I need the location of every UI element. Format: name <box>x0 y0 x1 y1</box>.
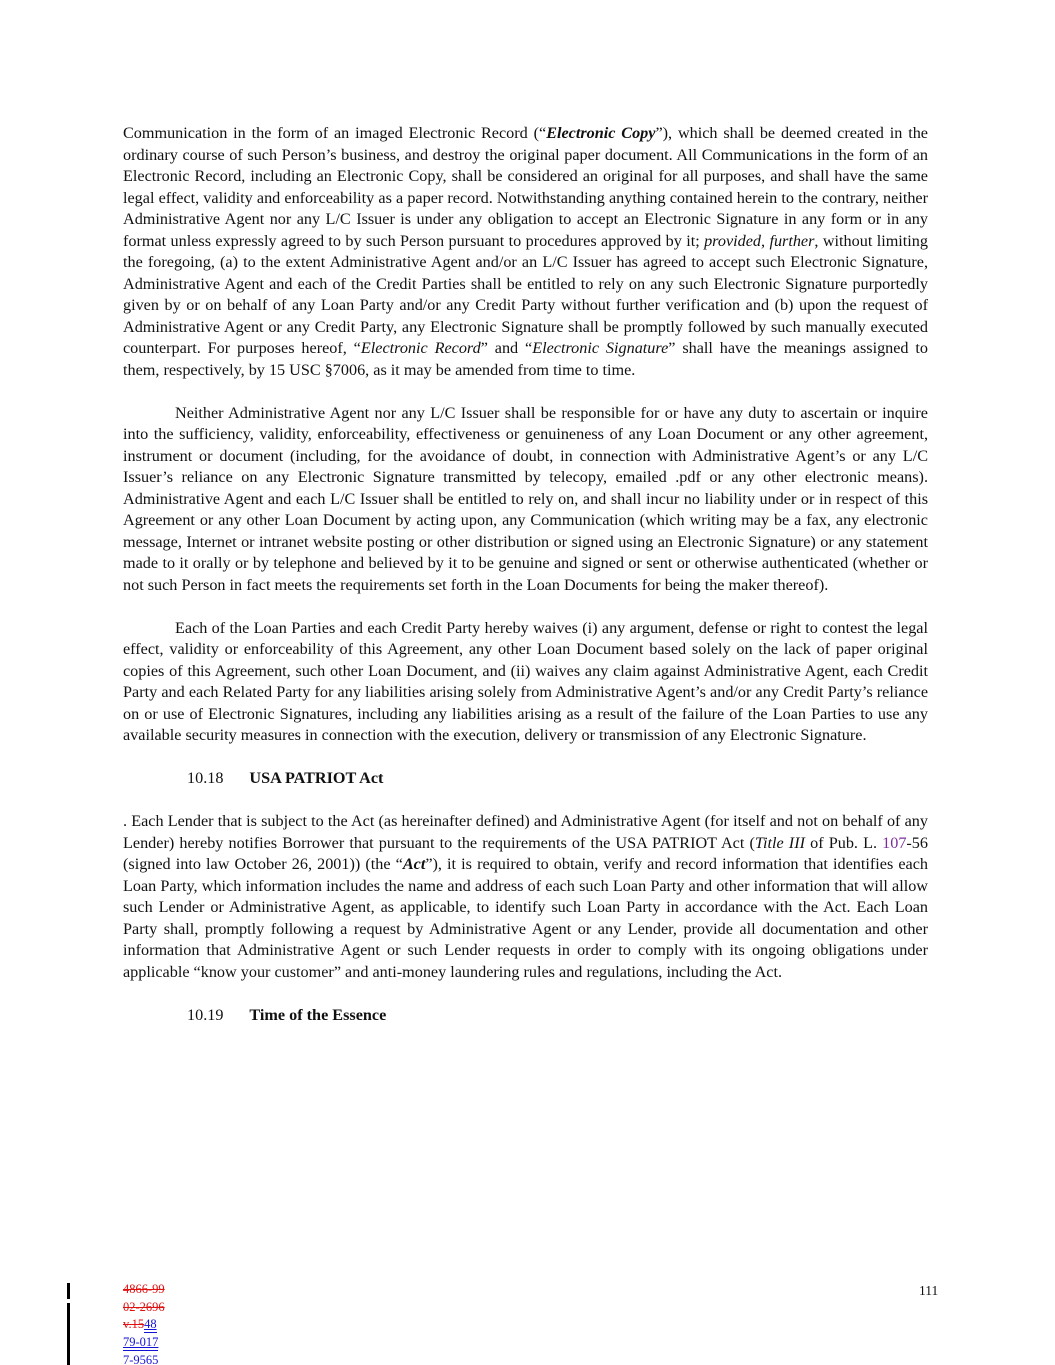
text-run: Electronic Record <box>360 339 481 357</box>
section-heading <box>123 768 928 790</box>
deleted-text: v.15 <box>123 1317 145 1332</box>
section-title: Time of the Essence <box>249 1005 387 1024</box>
inserted-text: 48 <box>144 1317 157 1332</box>
page-number: 111 <box>919 1283 939 1298</box>
revision-line <box>123 1281 165 1299</box>
deleted-text: 02-2696 <box>123 1299 165 1314</box>
section-title: USA PATRIOT Act <box>249 769 384 787</box>
text-run: ”), it is required to obtain, verify and record information that identifies each Loan Party, which information includes the name and address of each such Loan Party and other information that will allow such Lender or Administrative Agent, as applicable, to identify such Loan Party in accordance with the Act. Each Loan Party shall, promptly following a request by Administrative Agent or any Lender, provide all documentation and other information that Administrative Agent or such Lender requests in order to comply with its ongoing obligations under applicable “know your customer” and anti-money laundering rules and regulations, including the Act. <box>123 855 928 981</box>
text-run: Electronic Copy <box>546 124 656 142</box>
text-run: ” shall have the meanings assigned to them, respectively, by 15 USC §7006, as it may be amended from time to time. <box>123 339 928 379</box>
document-body <box>123 123 928 1048</box>
change-bar <box>67 1283 70 1299</box>
text-run: Act <box>402 855 426 873</box>
inserted-text: 79-017 <box>123 1335 159 1350</box>
change-bar <box>67 1303 70 1365</box>
section-number: 10.18 <box>187 769 224 787</box>
revision-line <box>123 1299 165 1317</box>
paragraph <box>123 811 928 983</box>
inserted-text: 7-9565 <box>123 1353 158 1365</box>
text-run: Electronic Signature <box>532 339 669 357</box>
revision-line <box>123 1334 165 1352</box>
revision-line <box>123 1352 165 1365</box>
text-run: Neither Administrative Agent nor any L/C Issuer shall be responsible for or have any duty to ascertain or inquire into the sufficiency, validity, enforceability, effectiveness or genuineness of any Loan Document or any other agreement, instrument or document (including, for the avoidance of doubt, in connection with Administrative Agent’s or any L/C Issuer’s reliance on any Electronic Signature transmitted by telecopy, emailed .pdf or any other electronic means). Administrative Agent and each L/C Issuer shall be entitled to rely on, and shall incur no liability under or in respect of this Agreement or any other Loan Document by acting upon, any Communication (which writing may be a fax, any electronic message, Internet or intranet website posting or other distribution or signed using an Electronic Signature) or any statement made to it orally or by telephone and believed by it to be genuine and signed or sent or otherwise authenticated (whether or not such Person in fact meets the requirements set forth in the Loan Documents for being the maker thereof). <box>123 403 928 594</box>
text-run: Communication in the form of an imaged Electronic Record (“ <box>123 124 547 142</box>
text-run: provided, further <box>704 231 815 250</box>
text-run: Title III <box>754 833 805 852</box>
paragraph <box>123 618 928 747</box>
text-run: -56 (signed into law October 26, 2001)) (the “ <box>123 833 928 873</box>
text-run: , without limiting the foregoing, (a) to the extent Administrative Agent and/or an L/C Issuer has agreed to accept such Electronic Signature, Administrative Agent and each of the Credit Parties shall be entitled to rely on any such Electronic Signature purportedly given by or on behalf of any Loan Party and/or any Credit Party without further verification and (b) upon the request of Administrative Agent or any Credit Party, any Electronic Signature shall be promptly followed by such manually executed counterpart. For purposes hereof, “ <box>123 231 928 357</box>
text-run: . Each Lender that is subject to the Act (as hereinafter defined) and Administrative Agent (for itself and not on behalf of any Lender) hereby notifies Borrower that pursuant to the requirements of the USA PATRIOT Act ( <box>123 812 928 852</box>
text-run: of Pub. L. <box>804 833 883 852</box>
text-run: ”), which shall be deemed created in the ordinary course of such Person’s business, and destroy the original paper document. All Communications in the form of an Electronic Record, including an Electronic Copy, shall be considered an original for all purposes, and shall have the same legal effect, validity and enforceability as a paper record. Notwithstanding anything contained herein to the contrary, neither Administrative Agent nor any L/C Issuer is under any obligation to accept an Electronic Signature in any form or in any format unless expressly agreed to by such Person pursuant to procedures approved by it; <box>123 124 928 250</box>
citation-link[interactable]: 107 <box>882 833 907 852</box>
section-heading <box>123 1005 928 1027</box>
paragraph <box>123 123 928 381</box>
revision-marks <box>123 1281 165 1365</box>
section-number: 10.19 <box>187 1005 224 1024</box>
revision-line <box>123 1316 165 1334</box>
text-run: Each of the Loan Parties and each Credit Party hereby waives (i) any argument, defense or right to contest the legal effect, validity or enforceability of this Agreement, any other Loan Document based solely on the lack of paper original copies of this Agreement, such other Loan Document, and (ii) waives any claim against Administrative Agent, each Credit Party and each Related Party for any liabilities arising solely from Administrative Agent’s and/or any Credit Party’s reliance on or use of Electronic Signatures, including any liabilities arising as a result of the failure of the Loan Parties to use any available security measures in connection with the execution, delivery or transmission of any Electronic Signature. <box>123 618 928 744</box>
paragraph <box>123 403 928 597</box>
text-run: ” and “ <box>480 339 533 357</box>
deleted-text: 4866-99 <box>123 1282 165 1296</box>
